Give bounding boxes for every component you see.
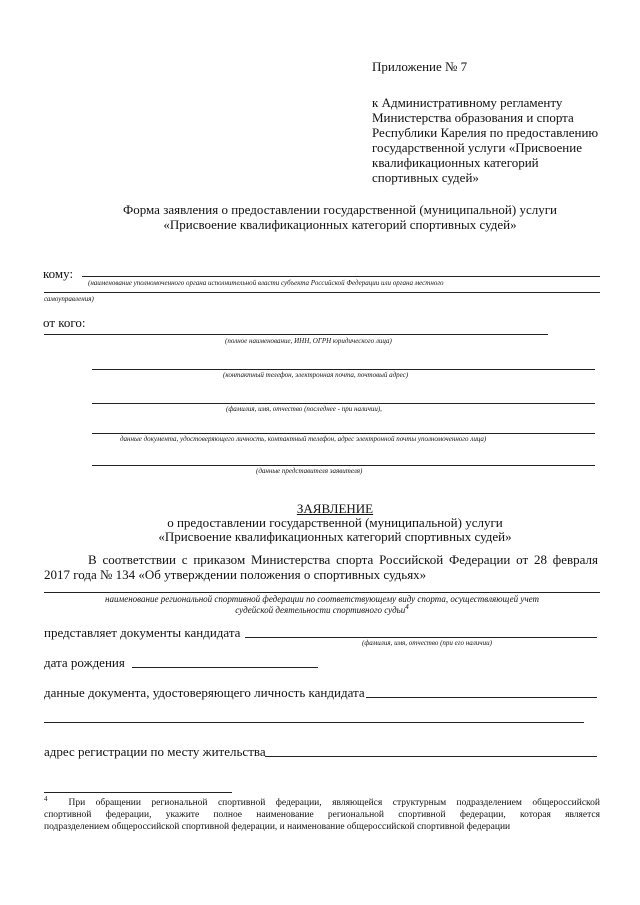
sender-caption-1: (полное наименование, ИНН, ОГРН юридического лица) xyxy=(225,337,392,345)
appendix-line: государственной услуги «Присвоение xyxy=(372,140,582,155)
statement-title: ЗАЯВЛЕНИЕ xyxy=(296,501,374,516)
federation-line[interactable] xyxy=(44,592,600,593)
form-title-line: «Присвоение квалификационных категорий спортивных судей» xyxy=(163,217,517,232)
sender-caption-2: (контактный телефон, электронная почта, почтовый адрес) xyxy=(223,371,409,379)
appendix-number: Приложение № 7 xyxy=(372,59,468,74)
address-label: адрес регистрации по месту жительства xyxy=(44,744,266,759)
federation-caption xyxy=(44,594,600,616)
statement-paragraph-line: 2017 года № 134 «Об утверждении положения о спортивных судьях» xyxy=(44,567,427,582)
footnote-text: спортивной федерации, укажите полное наименование региональной спортивной федерации, которая является xyxy=(44,810,600,820)
recipient-label: кому: xyxy=(43,266,74,281)
appendix-line: Министерства образования и спорта xyxy=(372,110,574,125)
id-document-line[interactable] xyxy=(366,697,597,698)
footnote-mark: 4 xyxy=(44,794,48,803)
federation-caption-line: судейской деятельности спортивного судьи xyxy=(235,605,406,615)
recipient-caption: (наименование уполномоченного органа исполнительной власти субъекта Российской Федерации или органа местного xyxy=(88,279,444,287)
appendix-line: спортивных судей» xyxy=(372,170,479,185)
documents-line[interactable] xyxy=(245,637,597,638)
birth-date-line[interactable] xyxy=(132,667,318,668)
form-title-line: Форма заявления о предоставлении государственной (муниципальной) услуги xyxy=(122,202,558,217)
sender-line-1[interactable] xyxy=(44,334,548,335)
federation-caption-line: наименование региональной спортивной федерации по соответствующему виду спорта, осуществляющей учет xyxy=(105,594,539,604)
recipient-line[interactable] xyxy=(82,276,600,277)
form-title xyxy=(40,202,640,232)
sender-line-3[interactable] xyxy=(92,403,595,404)
id-document-label: данные документа, удостоверяющего личность кандидата xyxy=(44,685,365,700)
id-document-line-2[interactable] xyxy=(44,722,584,723)
sender-caption-5: (данные представителя заявителя) xyxy=(256,467,363,475)
birth-date-label: дата рождения xyxy=(44,655,125,670)
sender-line-4[interactable] xyxy=(92,433,595,434)
footnote-text: подразделением общероссийской спортивной федерации, и наименование общероссийской спортивной федерации xyxy=(44,822,511,832)
sender-line-5[interactable] xyxy=(92,465,595,466)
footnote-ref: 4 xyxy=(405,603,409,611)
documents-label: представляет документы кандидата xyxy=(44,625,241,640)
sender-line-2[interactable] xyxy=(92,369,595,370)
footnote-separator xyxy=(44,792,232,793)
appendix-line: к Административному регламенту xyxy=(372,95,563,110)
appendix-line: Республики Карелия по предоставлению xyxy=(372,125,599,140)
sender-caption-4: данные документа, удостоверяющего личность, контактный телефон, адрес электронной почты уполномоченного лица) xyxy=(120,435,487,443)
statement-subtitle: о предоставлении государственной (муниципальной) услуги xyxy=(167,515,503,530)
statement-subtitle: «Присвоение квалификационных категорий спортивных судей» xyxy=(158,529,512,544)
documents-caption: (фамилия, имя, отчество (при его наличии) xyxy=(362,639,492,647)
address-line[interactable] xyxy=(265,756,597,757)
appendix-reference xyxy=(372,95,612,185)
footnote xyxy=(44,794,601,833)
appendix-line: квалификационных категорий xyxy=(372,155,539,170)
sender-caption-3: (фамилия, имя, отчество (последнее - при наличии), xyxy=(226,405,382,413)
recipient-caption-cont: самоуправления) xyxy=(44,295,94,303)
statement-paragraph-line: В соответствии с приказом Министерства спорта Российской Федерации от 28 февраля xyxy=(88,552,598,567)
footnote-text: При обращении региональной спортивной федерации, являющейся структурным подразделением общероссийской xyxy=(68,798,601,808)
sender-label: от кого: xyxy=(43,315,86,330)
recipient-line-2[interactable] xyxy=(44,292,600,293)
